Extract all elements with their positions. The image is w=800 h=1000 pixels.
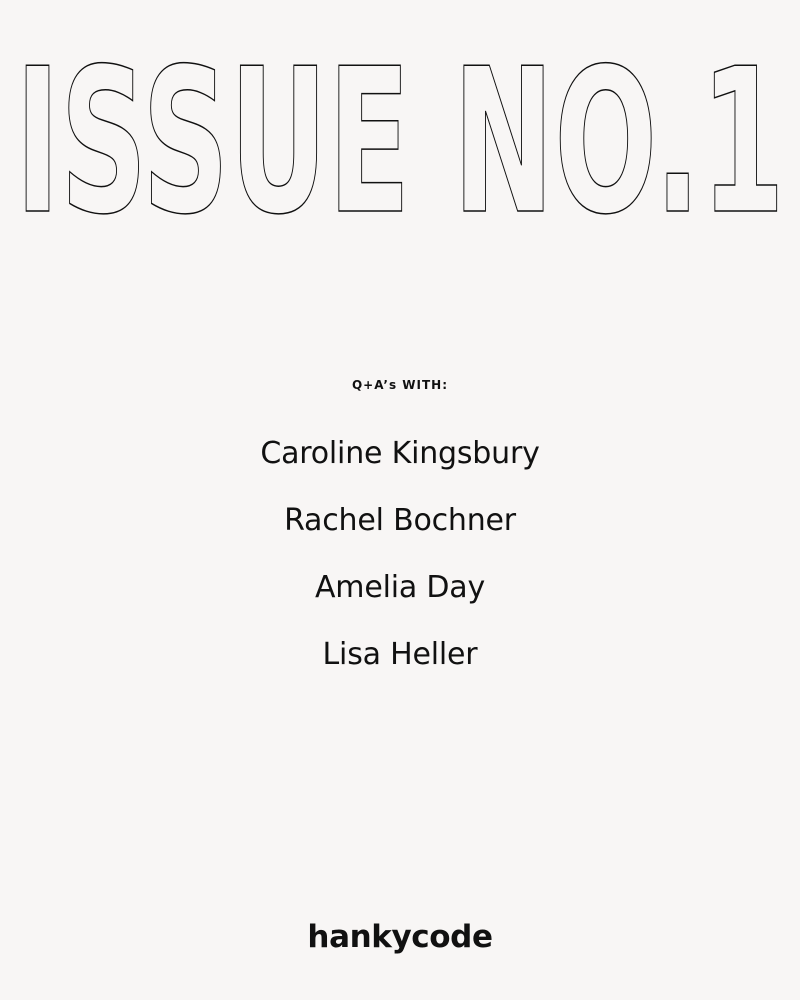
interviewee-name: Lisa Heller [322,637,478,672]
interviewee-list [0,432,800,700]
issue-title-graphic [0,0,800,240]
interviewee-name: Caroline Kingsbury [260,436,540,471]
issue-title: ISSUE NO.1 [15,26,786,240]
interviewee-name: Amelia Day [314,570,486,605]
interviewee-name: Rachel Bochner [284,503,516,538]
brand-logo: hankycode [307,919,493,955]
qa-label: Q+A’s WITH: [351,378,449,392]
